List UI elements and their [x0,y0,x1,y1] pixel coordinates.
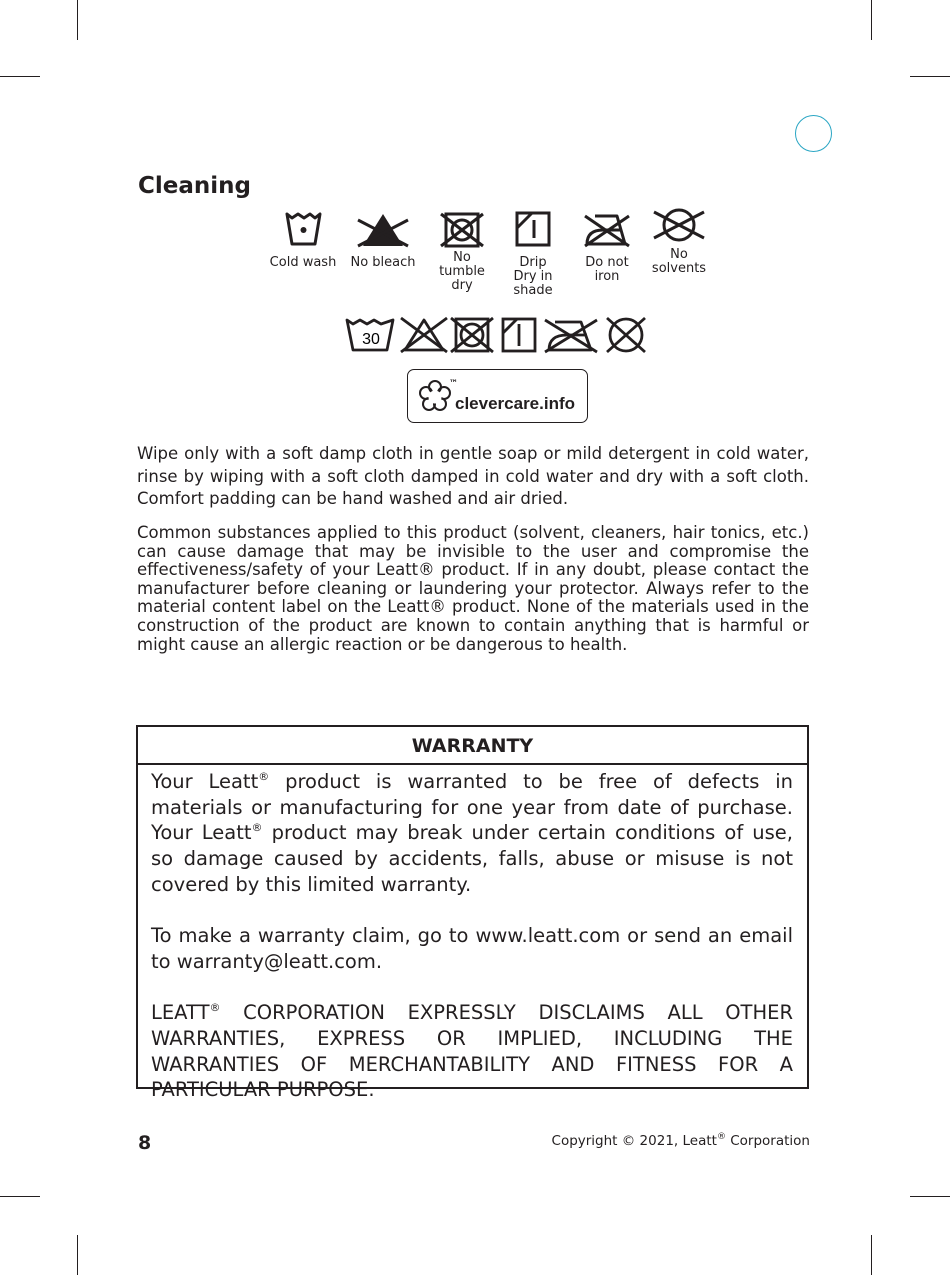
warranty-heading: WARRANTY [138,727,807,765]
care-symbol-cold-wash [263,208,343,270]
warranty-text: Your Leatt [151,770,259,793]
no-bleach-icon [355,208,411,250]
wash-temperature: 30 [362,331,380,348]
copyright-notice [552,1133,810,1149]
crop-mark [77,1235,78,1275]
warranty-disclaimer [151,1000,793,1103]
flower-icon [418,379,452,413]
cold-wash-icon [282,208,324,250]
no-tumble-dry-icon [451,318,493,352]
crop-mark [910,1196,950,1197]
care-label: No solvents [651,247,707,276]
crop-mark [0,1196,40,1197]
registered-mark: ® [209,1001,221,1015]
registered-mark: ® [258,770,270,783]
crop-mark [871,1235,872,1275]
warranty-text: product may break under certain conditions of use, so damage caused by accidents, falls, abuse or misuse is not covered by this limited warranty. [151,821,793,896]
page-number: 8 [138,1132,152,1154]
care-label: No bleach [350,255,416,270]
warranty-box [136,725,809,1102]
warranty-claim: To make a warranty claim, go to www.leatt.com or send an email to warranty@leatt.com. [151,924,793,973]
care-symbol-strip [345,314,651,360]
do-not-iron-icon [581,208,633,250]
clevercare-text: clevercare.info [455,394,576,413]
care-symbol-no-tumble-dry [422,208,502,293]
crop-mark [0,76,40,77]
care-label: Drip Dry in shade [513,255,553,298]
crop-mark [910,76,950,77]
registered-mark: ® [251,821,263,835]
substances-warning: Common substances applied to this product (solvent, cleaners, hair tonics, etc.) can cause damage that may be invisible to the user and compromise the effectiveness/safety of your Leatt® product. If in any doubt, please contact the manufacturer before cleaning or laundering your protector. Always refer to the material content label on the Leatt® product. None of the materials used in the construction of the product are known to contain anything that is harmful or might cause an allergic reaction or be dangerous to health. [137,523,809,654]
crop-mark [871,0,872,40]
clevercare-logo [407,369,588,423]
care-symbol-do-not-iron [567,208,647,284]
no-solvents-icon [607,318,645,352]
crop-mark [77,0,78,40]
care-symbol-no-solvents [639,208,719,276]
warranty-body [138,765,807,1103]
warranty-text: CORPORATION EXPRESSLY DISCLAIMS ALL OTHER WARRANTIES, EXPRESS OR IMPLIED, INCLUDING THE WARRANTIES OF MERCHANTABILITY AND FITNESS FOR A PARTICULAR PURPOSE. [151,1001,793,1102]
wash-30-icon [347,320,393,350]
warranty-text: product is warranted to be free of defects in materials or manufacturing for one year from date of purchase. Your Leatt [151,770,793,845]
care-label: Do not iron [585,255,629,284]
trademark-symbol: ™ [449,379,458,389]
copyright-text: Corporation [725,1133,810,1149]
care-label: Cold wash [269,255,337,270]
copyright-text: Copyright © 2021, Leatt [551,1133,717,1149]
no-bleach-outline-icon [401,318,447,352]
warranty-text: LEATT [151,1001,210,1025]
care-label: No tumble dry [439,250,485,293]
care-symbol-no-bleach [343,208,423,270]
care-symbol-drip-dry-shade [493,208,573,298]
warranty-terms [151,769,793,898]
section-title-cleaning: Cleaning [138,173,251,199]
no-solvents-icon [652,208,706,250]
cleaning-instructions: Wipe only with a soft damp cloth in gentle soap or mild detergent in cold water, rinse by wiping with a soft cloth damped in cold water and dry with a soft cloth. Comfort padding can be hand washed and air dried. [137,444,809,508]
no-tumble-dry-icon [438,208,486,250]
registered-mark: ® [716,1132,726,1142]
do-not-iron-icon [545,320,597,352]
drip-dry-shade-icon [503,319,535,351]
drip-dry-shade-icon [512,208,554,250]
registration-circle [795,115,832,152]
